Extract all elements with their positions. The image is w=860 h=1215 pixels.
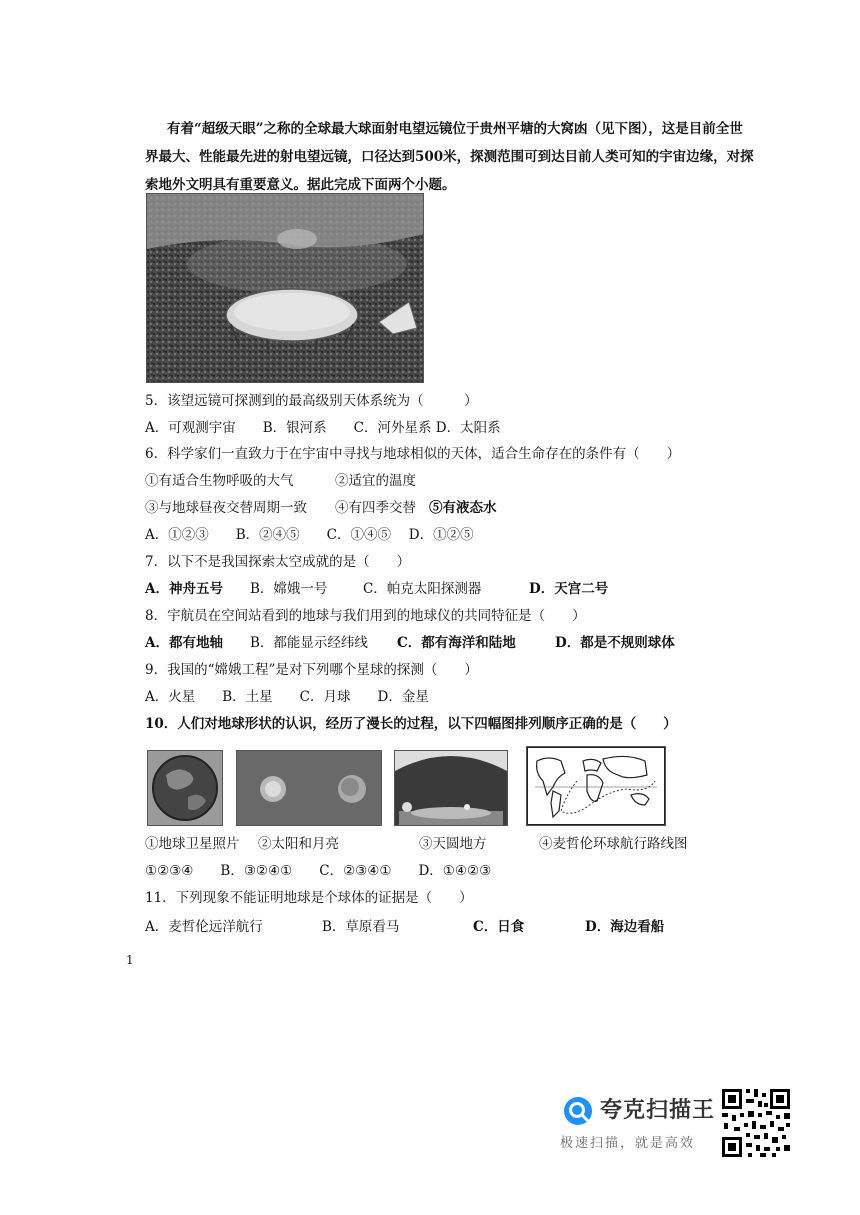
- qr-code-drawing: [720, 1087, 792, 1159]
- telescope-photo-drawing: [147, 194, 423, 382]
- q7-option-b: B．嫦娥一号: [250, 581, 328, 597]
- q10-figure-sun-moon: [236, 750, 382, 826]
- q8-option-d: D．都是不规则球体: [555, 635, 675, 651]
- telescope-photo: [146, 193, 424, 383]
- q10-options: ①②③④ B．③②④① C．②③④① D．①④②③: [145, 863, 492, 879]
- page-number: 1: [126, 953, 134, 967]
- q8-option-a: A．都有地轴: [145, 635, 223, 651]
- q7-option-c: C．帕克太阳探测器: [363, 581, 482, 597]
- q10-caption-2: ②太阳和月亮: [258, 836, 339, 852]
- q6-condition-3: ③与地球昼夜交替周期一致: [145, 500, 307, 516]
- watermark-brand: 夸克扫描王: [600, 1098, 716, 1123]
- q5-stem: 5．该望远镜可探测到的最高级别天体系统为（ ）: [145, 393, 478, 409]
- q10-stem: 10．人们对地球形状的认识，经历了漫长的过程，以下四幅图排列顺序正确的是（ ）: [145, 716, 677, 732]
- q7-stem: 7．以下不是我国探索太空成就的是（ ）: [145, 554, 411, 570]
- sun-moon-drawing: [237, 751, 381, 825]
- q10-caption-4: ④麦哲伦环球航行路线图: [539, 836, 688, 852]
- q9-options: A．火星 B．土星 C．月球 D．金星: [145, 689, 429, 705]
- q6-condition-4: ④有四季交替: [335, 500, 416, 516]
- q8-option-b: B．都能显示经纬线: [250, 635, 368, 651]
- q7-option-d: D．天宫二号: [529, 581, 609, 597]
- q6-condition-1: ①有适合生物呼吸的大气: [145, 473, 294, 489]
- world-map-drawing: [527, 747, 665, 825]
- q5-options: A．可观测宇宙 B．银河系 C．河外星系 D．太阳系: [145, 420, 501, 436]
- watermark-slogan: 极速扫描，就是高效: [560, 1136, 696, 1151]
- q6-condition-5: ⑤有液态水: [429, 500, 497, 516]
- q10-figure-round-sky-square-earth: [394, 750, 508, 826]
- qr-code-icon: [720, 1087, 792, 1159]
- intro-paragraph: 有着“超级天眼”之称的全球最大球面射电望远镜位于贵州平塘的大窝凼（见下图），这是目前全世界最大、性能最先进的射电望远镜，口径达到500米，探测范围可到达目前人类可知的宇宙边缘，对探索地外文明具有重要意义。据此完成下面两个小题。: [145, 121, 754, 193]
- q11-option-c: C．日食: [473, 919, 525, 935]
- q11-option-a: A．麦哲伦远洋航行: [145, 919, 263, 935]
- q10-figure-satellite-photo: [147, 750, 223, 826]
- q6-stem: 6．科学家们一直致力于在宇宙中寻找与地球相似的天体，适合生命存在的条件有（ ）: [145, 446, 681, 462]
- q6-options: A．①②③ B．②④⑤ C．①④⑤ D．①②⑤: [145, 527, 474, 543]
- q11-option-d: D．海边看船: [585, 919, 665, 935]
- q11-stem: 11．下列现象不能证明地球是个球体的证据是（ ）: [145, 890, 473, 906]
- q10-figure-magellan-route-map: [526, 746, 666, 826]
- q10-caption-3: ③天圆地方: [419, 836, 487, 852]
- q7-option-a: A．神舟五号: [145, 581, 223, 597]
- q8-stem: 8．宇航员在空间站看到的地球与我们用到的地球仪的共同特征是（ ）: [145, 608, 586, 624]
- dome-drawing: [395, 751, 507, 825]
- quark-logo-icon: [562, 1095, 594, 1127]
- earth-photo-drawing: [148, 751, 222, 825]
- q8-option-c: C．都有海洋和陆地: [397, 635, 516, 651]
- q9-stem: 9．我国的“嫦娥工程”是对下列哪个星球的探测（ ）: [145, 662, 478, 678]
- q6-condition-2: ②适宜的温度: [335, 473, 416, 489]
- q10-caption-1: ①地球卫星照片: [145, 836, 240, 852]
- q11-option-b: B．草原看马: [322, 919, 400, 935]
